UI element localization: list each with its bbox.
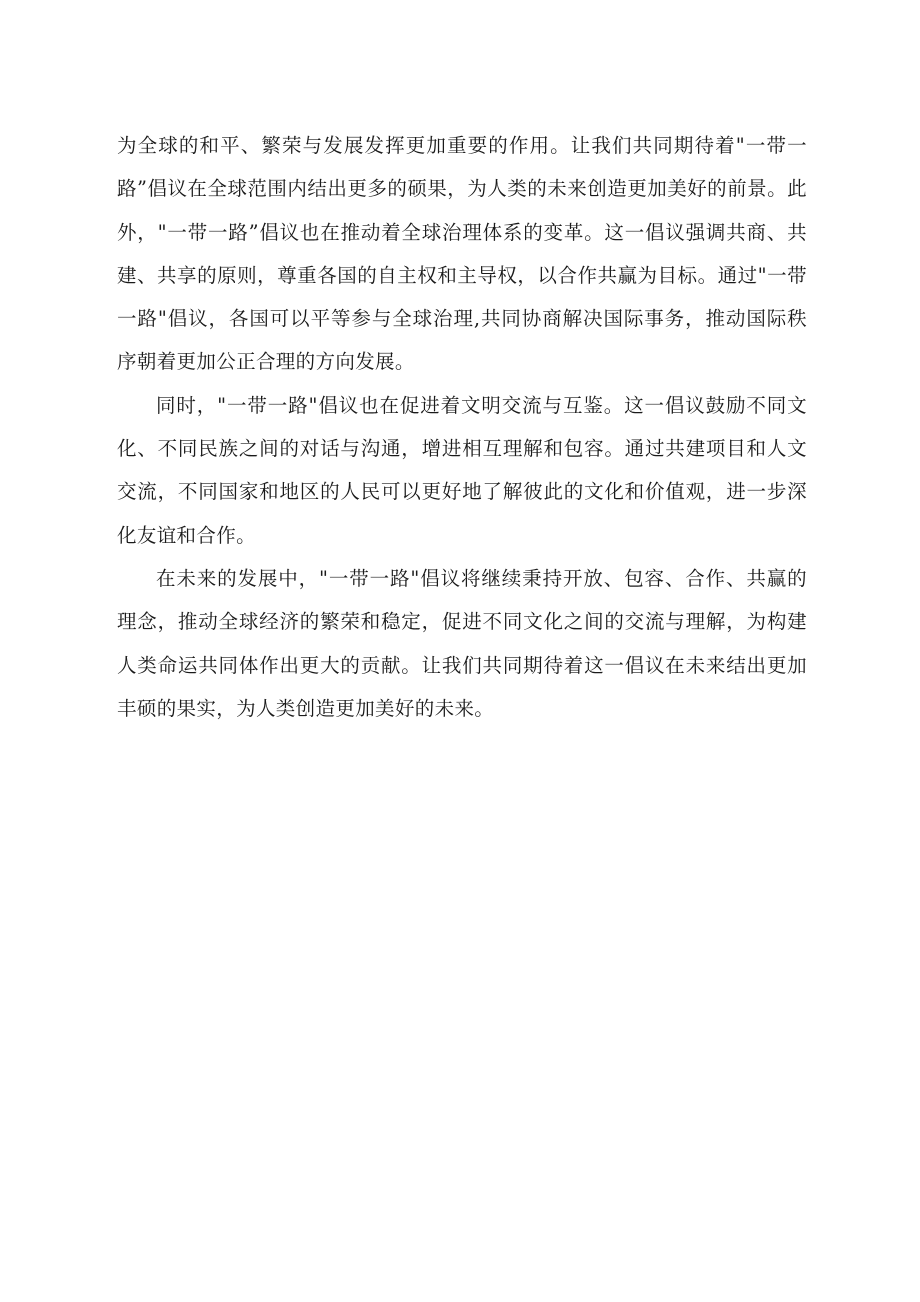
paragraph-2: 同时，"一带一路"倡议也在促进着文明交流与互鉴。这一倡议鼓励不同文化、不同民族之间的对话与沟通，增进相互理解和包容。通过共建项目和人文交流，不同国家和地区的人民可以更好地了解彼此的文化和价值观，进一步深化友谊和合作。 (117, 393, 807, 547)
paragraph-1: 为全球的和平、繁荣与发展发挥更加重要的作用。让我们共同期待着"一带一路”倡议在全球范围内结出更多的硕果，为人类的未来创造更加美好的前景。此外，"一带一路”倡议也在推动着全球治理体系的变革。这一倡议强调共商、共建、共享的原则，尊重各国的自主权和主导权，以合作共赢为目标。通过"一带一路"倡议，各国可以平等参与全球治理,共同协商解决国际事务，推动国际秩序朝着更加公正合理的方向发展。 (117, 134, 807, 374)
document-body (117, 124, 807, 730)
paragraph-3: 在未来的发展中，"一带一路"倡议将继续秉持开放、包容、合作、共赢的理念，推动全球经济的繁荣和稳定，促进不同文化之间的交流与理解，为构建人类命运共同体作出更大的贡献。让我们共同期待着这一倡议在未来结出更加丰硕的果实，为人类创造更加美好的未来。 (117, 566, 807, 720)
